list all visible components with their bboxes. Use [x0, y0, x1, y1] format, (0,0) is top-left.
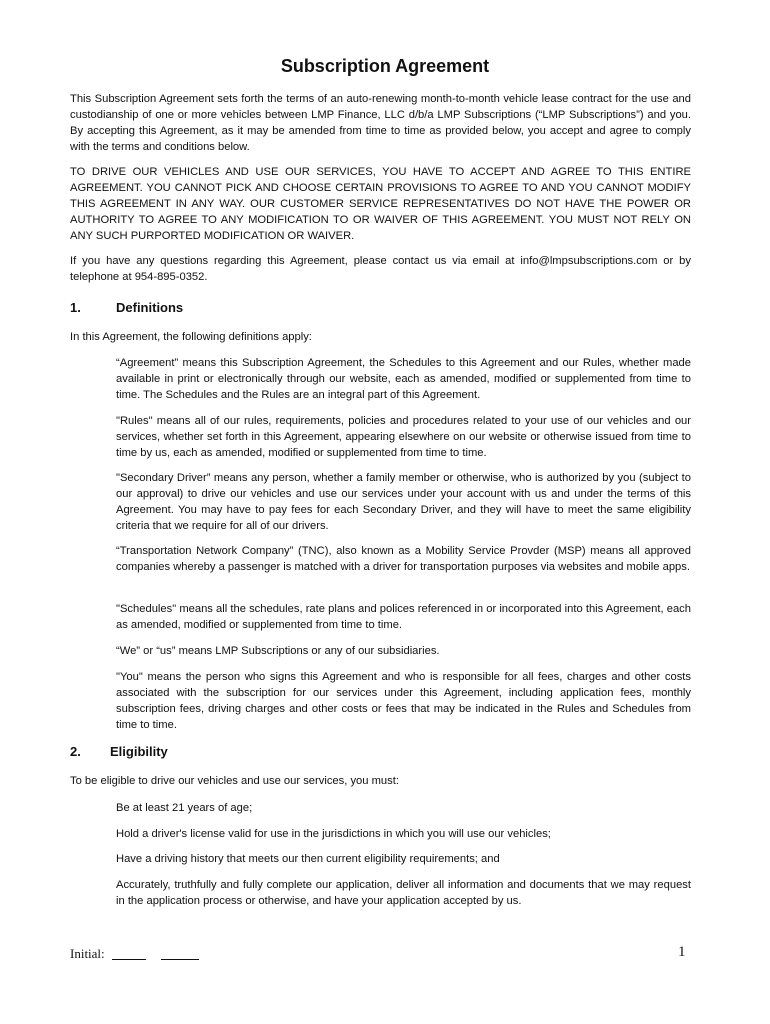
- section-2-lead: To be eligible to drive our vehicles and use our services, you must:: [70, 775, 399, 787]
- eligibility-application: Accurately, truthfully and fully complete our application, deliver all information and documents that we may request in the application process or otherwise, and have your application accepted by us.: [116, 879, 691, 907]
- eligibility-age: Be at least 21 years of age;: [116, 802, 253, 814]
- section-2-title: Eligibility: [110, 744, 168, 759]
- definition-schedules: "Schedules" means all the schedules, rate plans and polices referenced in or incorporated into this Agreement, each as amended, modified or supplemented from time to time.: [116, 603, 691, 631]
- section-2-number: 2.: [70, 744, 81, 759]
- document-title: Subscription Agreement: [280, 56, 490, 76]
- initial-label: Initial:: [70, 946, 105, 961]
- section-1-title: Definitions: [116, 300, 184, 315]
- section-2-heading: [70, 744, 168, 759]
- definition-secondary-driver: "Secondary Driver” means any person, whether a family member or otherwise, who is authorized by you (subject to our approval) to drive our vehicles and use our services under your account with us and under the terms of this Agreement. You may have to pay fees for each Secondary Driver, and they will have to meet the same eligibility criteria that we require for all of our drivers.: [116, 472, 691, 532]
- intro-paragraph-1: This Subscription Agreement sets forth the terms of an auto-renewing month-to-month vehicle lease contract for the use and custodianship of one or more vehicles between LMP Finance, LLC d/b/a LMP Subscriptions (“LMP Subscriptions”) and you. By accepting this Agreement, as it may be amended from time to time as provided below, you accept and agree to comply with the terms and conditions below.: [70, 93, 691, 153]
- footer-initial: [70, 946, 199, 962]
- definition-tnc: “Transportation Network Company” (TNC), also known as a Mobility Service Provder (MSP) means all approved companies whereby a passenger is matched with a driver for transportation purposes via websites and mobile apps.: [116, 545, 691, 573]
- definition-we-us: “We” or “us” means LMP Subscriptions or any of our subsidiaries.: [116, 645, 440, 657]
- section-1-lead: In this Agreement, the following definitions apply:: [70, 331, 312, 343]
- page-number: 1: [678, 944, 686, 960]
- intro-paragraph-3: If you have any questions regarding this Agreement, please contact us via email at info@lmpsubscriptions.com or by telephone at 954-895-0352.: [70, 255, 691, 283]
- intro-paragraph-2: TO DRIVE OUR VEHICLES AND USE OUR SERVICES, YOU HAVE TO ACCEPT AND AGREE TO THIS ENTIRE AGREEMENT. YOU CANNOT PICK AND CHOOSE CERTAIN PROVISIONS TO AGREE TO AND YOU CANNOT MODIFY THIS AGREEMENT IN ANY WAY. OUR CUSTOMER SERVICE REPRESENTATIVES DO NOT HAVE THE POWER OR AUTHORITY TO AGREE TO ANY MODIFICATION TO OR WAIVER OF THIS AGREEMENT. YOU MUST NOT RELY ON ANY SUCH PURPORTED MODIFICATION OR WAIVER.: [70, 166, 691, 242]
- section-1-heading: [70, 300, 183, 315]
- initial-blank-2[interactable]: [161, 947, 199, 960]
- initial-blank-1[interactable]: [112, 947, 146, 960]
- definition-you: "You" means the person who signs this Agreement and who is responsible for all fees, charges and other costs associated with the subscription for our services under this Agreement, including application fees, monthly subscription fees, driving charges and other costs or fees that may be indicated in the Rules and Schedules from time to time.: [116, 671, 691, 731]
- eligibility-driving-history: Have a driving history that meets our then current eligibility requirements; and: [116, 853, 500, 865]
- eligibility-license: Hold a driver's license valid for use in the jurisdictions in which you will use our vehicles;: [116, 828, 551, 840]
- definition-agreement: “Agreement” means this Subscription Agreement, the Schedules to this Agreement and our Rules, whether made available in print or electronically through our website, each as amended, modified or supplemented from time to time. The Schedules and the Rules are an integral part of this Agreement.: [116, 357, 691, 401]
- definition-rules: "Rules" means all of our rules, requirements, policies and procedures related to your use of our vehicles and our services, whether set forth in this Agreement, appearing elsewhere on our website or otherwise issued from time to time by us, each as amended, modified or supplemented from time to time.: [116, 415, 691, 459]
- section-1-number: 1.: [70, 300, 81, 315]
